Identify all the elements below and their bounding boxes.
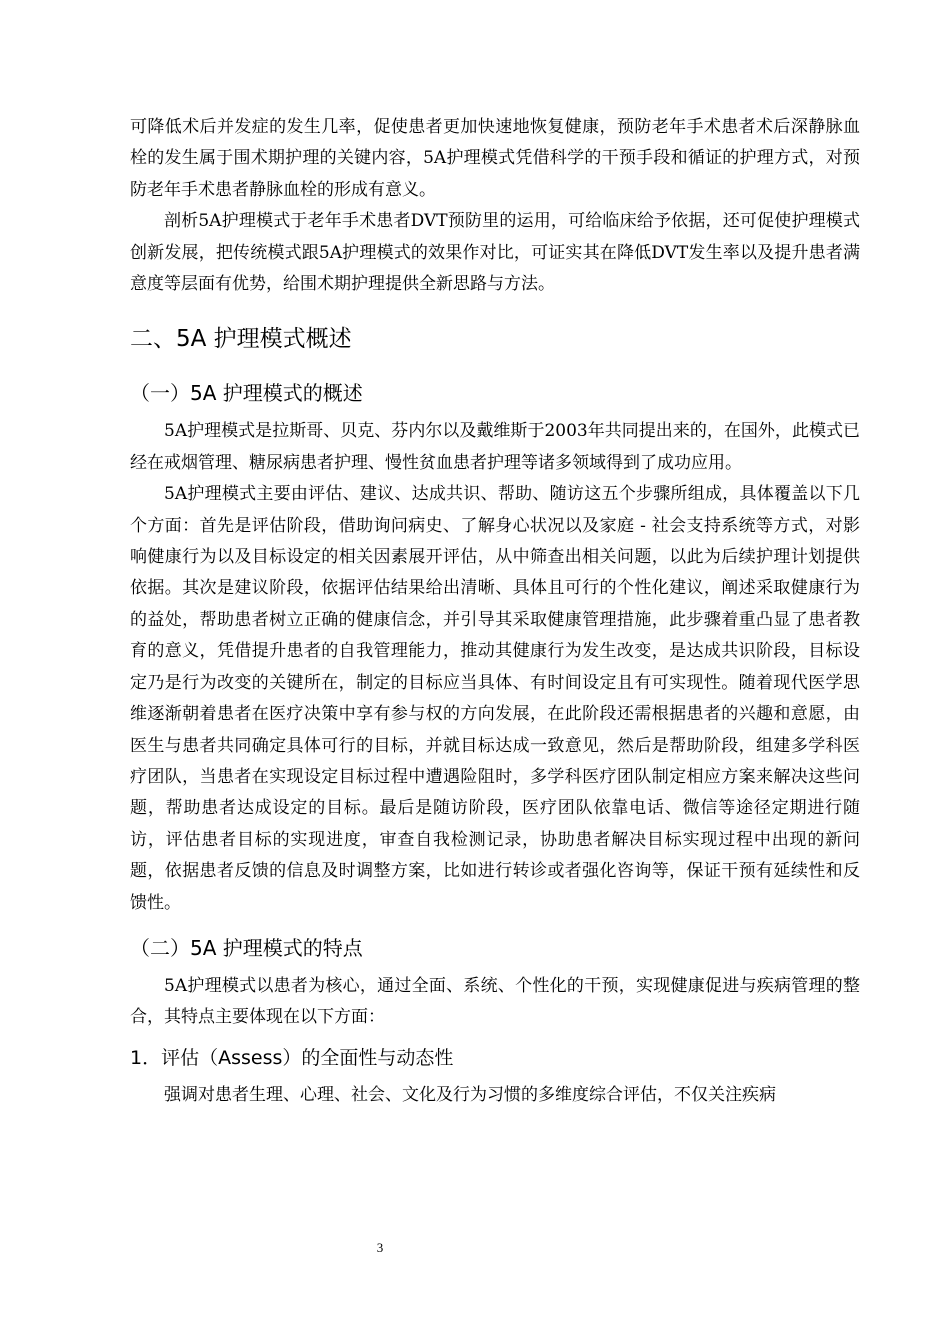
body-paragraph: 5A护理模式是拉斯哥、贝克、芬内尔以及戴维斯于2003年共同提出来的，在国外，此模式已经在戒烟管理、糖尿病患者护理、慢性贫血患者护理等诸多领域得到了成功应用。 <box>130 421 860 473</box>
subsection-heading: （二）5A 护理模式的特点 <box>130 935 363 960</box>
subsection-heading: （一）5A 护理模式的概述 <box>130 381 363 406</box>
body-paragraph: 5A护理模式以患者为核心，通过全面、系统、个性化的干预，实现健康促进与疾病管理的整合，其特点主要体现在以下方面： <box>130 975 860 1028</box>
body-paragraph: 强调对患者生理、心理、社会、文化及行为习惯的多维度综合评估，不仅关注疾病 <box>164 1084 776 1105</box>
page-number: 3 <box>376 1240 384 1255</box>
body-paragraph: 剖析5A护理模式于老年手术患者DVT预防里的运用，可给临床给予依据，还可促使护理模式创新发展，把传统模式跟5A护理模式的效果作对比，可证实其在降低DVT发生率以及提升患者满意度等层面有优势，给围术期护理提供全新思路与方法。 <box>130 211 860 295</box>
section-heading: 二、5A 护理模式概述 <box>130 326 352 353</box>
page-body <box>130 112 860 1111</box>
numbered-heading: 1．评估（Assess）的全面性与动态性 <box>130 1046 454 1069</box>
body-paragraph: 5A护理模式主要由评估、建议、达成共识、帮助、随访这五个步骤所组成，具体覆盖以下几个方面：首先是评估阶段，借助询问病史、了解身心状况以及家庭 - 社会支持系统等方式，对影响健康行为以及目标设定的相关因素展开评估，从中筛查出相关问题，以此为后续护理计划提供依据。其次是建议阶段，依据评估结果给出清晰、具体且可行的个性化建议，阐述采取健康行为的益处，帮助患者树立正确的健康信念，并引导其采取健康管理措施，此步骤着重凸显了患者教育的意义，凭借提升患者的自我管理能力，推动其健康行为发生改变，是达成共识阶段，目标设定乃是行为改变的关键所在，制定的目标应当具体、有时间设定且有可实现性。随着现代医学思维逐渐朝着患者在医疗决策中享有参与权的方向发展，在此阶段还需根据患者的兴趣和意愿，由医生与患者共同确定具体可行的目标，并就目标达成一致意见，然后是帮助阶段，组建多学科医疗团队，当患者在实现设定目标过程中遭遇险阻时，多学科医疗团队制定相应方案来解决这些问题，帮助患者达成设定的目标。最后是随访阶段，医疗团队依靠电话、微信等途径定期进行随访，评估患者目标的实现进度，审查自我检测记录，协助患者解决目标实现过程中出现的新问题，依据患者反馈的信息及时调整方案，比如进行转诊或者强化咨询等，保证干预有延续性和反馈性。 <box>130 484 860 913</box>
body-paragraph: 可降低术后并发症的发生几率，促使患者更加快速地恢复健康，预防老年手术患者术后深静脉血栓的发生属于围术期护理的关键内容，5A护理模式凭借科学的干预手段和循证的护理方式，对预防老年手术患者静脉血栓的形成有意义。 <box>130 117 860 200</box>
